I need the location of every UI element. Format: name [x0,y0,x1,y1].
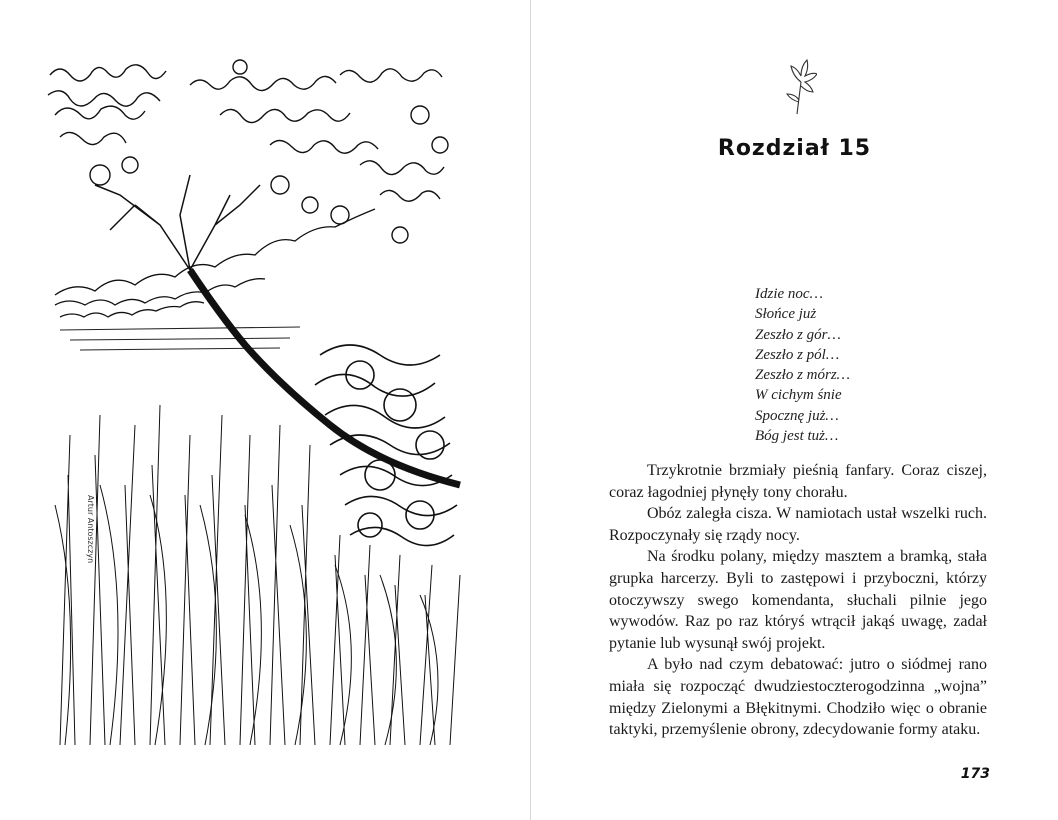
poem-line: Idzie noc… [755,286,823,302]
poem [755,284,850,446]
tree-canopy [48,60,448,243]
tree-trunk [190,270,460,485]
paragraph: Trzykrotnie brzmiały pieśnią fanfary. Coraz ciszej, coraz łagodniej płynęły tony chorału. [609,462,987,501]
paragraph: Obóz zaległa cisza. W namiotach ustał wszelki ruch. Rozpoczynały się rządy nocy. [609,505,987,544]
flower-icon [779,58,817,118]
right-page [531,0,1058,820]
page-number: 173 [960,766,990,782]
poem-line: Zeszło z gór… [755,326,841,343]
poem-line: Zeszło z pól… [755,346,840,363]
poem-line: Zeszło z mórz… [755,367,851,384]
poem-line: Słońce już [755,306,817,323]
poem-line: Bóg jest tuż… [755,428,839,445]
poem-line: W cichym śnie [755,387,842,404]
poem-line: Spocznę już… [755,407,839,424]
ink-drawing [40,55,470,750]
artist-signature: Artur Antoszczyn [86,495,95,564]
paragraph: Na środku polany, między masztem a bramką, stała grupka harcerzy. Byli to zastępowi i przyboczni, którzy otoczywszy swego komendanta, słuchali pilnie jego wywodów. Raz po raz któryś wtrącił jakąś uwagę, zadał pytanie lub wysunął swój projekt. [609,548,987,652]
paragraph: A było nad czym debatować: jutro o siódmej rano miała się rozpocząć dwudziestoczterogodzinna „wojna” między Zielonymi a Błękitnymi. Chodziło więc o obranie taktyki, przemyślenie obrony, zdecydowanie formy ataku. [609,656,987,739]
lake-water [60,327,300,350]
chapter-title: Rozdział 15 [717,136,872,161]
landscape-illustration [40,55,470,750]
bush [315,345,457,546]
tall-grass [55,405,460,745]
body-text [609,460,987,741]
